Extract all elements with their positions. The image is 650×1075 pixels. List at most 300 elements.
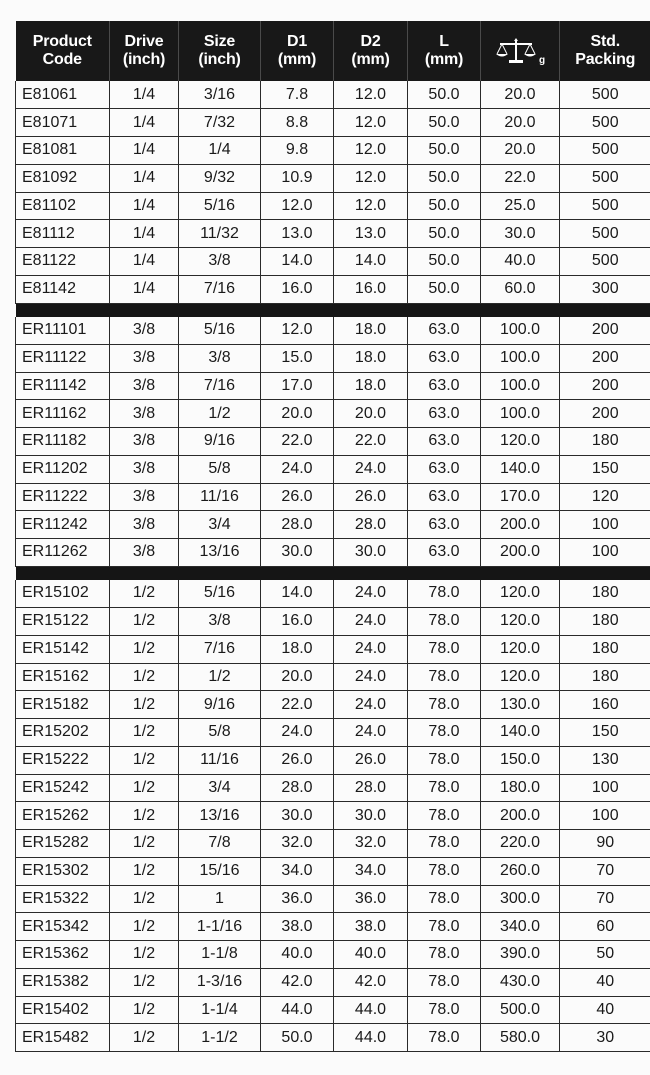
- cell-size: 1/2: [179, 663, 261, 691]
- cell-weight: 60.0: [481, 275, 560, 303]
- cell-length: 78.0: [408, 996, 481, 1024]
- table-row: [16, 746, 650, 774]
- table-row: [16, 802, 650, 830]
- table-row: [16, 455, 650, 483]
- cell-weight: 430.0: [481, 968, 560, 996]
- cell-product-code: ER11182: [16, 428, 110, 456]
- header-d1-line1: D1: [286, 33, 308, 50]
- cell-weight: 390.0: [481, 941, 560, 969]
- table-row: [16, 719, 650, 747]
- cell-product-code: ER15162: [16, 663, 110, 691]
- cell-d1: 22.0: [261, 691, 334, 719]
- cell-weight: 500.0: [481, 996, 560, 1024]
- cell-std-packing: 50: [560, 941, 650, 969]
- cell-drive: 1/2: [110, 968, 179, 996]
- cell-product-code: E81122: [16, 248, 110, 276]
- cell-weight: 300.0: [481, 885, 560, 913]
- cell-product-code: ER15402: [16, 996, 110, 1024]
- cell-product-code: ER15242: [16, 774, 110, 802]
- header-length-line2: (mm): [424, 51, 464, 68]
- cell-length: 63.0: [408, 483, 481, 511]
- cell-product-code: E81081: [16, 137, 110, 165]
- table-row: [16, 275, 650, 303]
- cell-d1: 7.8: [261, 81, 334, 109]
- table-row: [16, 857, 650, 885]
- table-row: [16, 608, 650, 636]
- cell-weight: 100.0: [481, 317, 560, 345]
- cell-d1: 30.0: [261, 802, 334, 830]
- cell-d2: 32.0: [334, 830, 408, 858]
- cell-product-code: E81142: [16, 275, 110, 303]
- cell-std-packing: 500: [560, 192, 650, 220]
- cell-weight: 40.0: [481, 248, 560, 276]
- table-row: [16, 317, 650, 345]
- cell-size: 7/32: [179, 109, 261, 137]
- cell-std-packing: 130: [560, 746, 650, 774]
- cell-size: 5/8: [179, 719, 261, 747]
- cell-d2: 40.0: [334, 941, 408, 969]
- cell-d2: 20.0: [334, 400, 408, 428]
- table-row: [16, 774, 650, 802]
- table-body: [16, 81, 650, 1052]
- header-drive-line1: Drive: [124, 33, 164, 50]
- cell-weight: 130.0: [481, 691, 560, 719]
- cell-d1: 42.0: [261, 968, 334, 996]
- cell-drive: 3/8: [110, 539, 179, 567]
- cell-product-code: ER11202: [16, 455, 110, 483]
- cell-size: 7/16: [179, 372, 261, 400]
- cell-std-packing: 500: [560, 137, 650, 165]
- table-row: [16, 81, 650, 109]
- cell-weight: 25.0: [481, 192, 560, 220]
- cell-d2: 16.0: [334, 275, 408, 303]
- cell-drive: 1/2: [110, 913, 179, 941]
- cell-product-code: ER11142: [16, 372, 110, 400]
- cell-std-packing: 180: [560, 663, 650, 691]
- cell-weight: 120.0: [481, 635, 560, 663]
- cell-d1: 10.9: [261, 164, 334, 192]
- cell-weight: 220.0: [481, 830, 560, 858]
- cell-length: 63.0: [408, 511, 481, 539]
- table-row: [16, 539, 650, 567]
- cell-std-packing: 500: [560, 81, 650, 109]
- cell-d2: 12.0: [334, 81, 408, 109]
- cell-d2: 24.0: [334, 455, 408, 483]
- cell-std-packing: 100: [560, 802, 650, 830]
- cell-drive: 1/2: [110, 802, 179, 830]
- cell-std-packing: 500: [560, 109, 650, 137]
- cell-length: 50.0: [408, 192, 481, 220]
- cell-size: 11/32: [179, 220, 261, 248]
- cell-weight: 22.0: [481, 164, 560, 192]
- scale-icon: [494, 36, 546, 66]
- cell-product-code: E81061: [16, 81, 110, 109]
- cell-size: 9/16: [179, 691, 261, 719]
- table-row: [16, 164, 650, 192]
- cell-d2: 26.0: [334, 746, 408, 774]
- table-row: [16, 663, 650, 691]
- cell-drive: 3/8: [110, 400, 179, 428]
- header-length-line1: L: [439, 33, 449, 50]
- cell-d1: 44.0: [261, 996, 334, 1024]
- cell-product-code: ER15102: [16, 580, 110, 608]
- cell-product-code: ER11162: [16, 400, 110, 428]
- cell-weight: 140.0: [481, 719, 560, 747]
- cell-d2: 12.0: [334, 109, 408, 137]
- cell-length: 50.0: [408, 275, 481, 303]
- cell-product-code: ER15302: [16, 857, 110, 885]
- cell-drive: 1/4: [110, 275, 179, 303]
- cell-drive: 1/2: [110, 1024, 179, 1052]
- header-size: [179, 21, 261, 81]
- cell-d2: 42.0: [334, 968, 408, 996]
- cell-d1: 30.0: [261, 539, 334, 567]
- cell-length: 78.0: [408, 580, 481, 608]
- cell-d2: 30.0: [334, 802, 408, 830]
- cell-weight: 100.0: [481, 344, 560, 372]
- cell-d1: 8.8: [261, 109, 334, 137]
- cell-d1: 32.0: [261, 830, 334, 858]
- cell-d2: 34.0: [334, 857, 408, 885]
- cell-weight: 20.0: [481, 109, 560, 137]
- cell-size: 3/16: [179, 81, 261, 109]
- cell-size: 7/16: [179, 635, 261, 663]
- cell-size: 5/8: [179, 455, 261, 483]
- cell-product-code: ER15142: [16, 635, 110, 663]
- product-spec-table: [15, 21, 650, 1052]
- cell-length: 63.0: [408, 455, 481, 483]
- cell-std-packing: 200: [560, 372, 650, 400]
- cell-drive: 1/4: [110, 81, 179, 109]
- cell-product-code: E81102: [16, 192, 110, 220]
- cell-drive: 1/2: [110, 941, 179, 969]
- cell-length: 78.0: [408, 663, 481, 691]
- cell-d1: 26.0: [261, 483, 334, 511]
- cell-length: 78.0: [408, 941, 481, 969]
- cell-d2: 24.0: [334, 580, 408, 608]
- table-row: [16, 968, 650, 996]
- cell-d2: 18.0: [334, 317, 408, 345]
- cell-std-packing: 300: [560, 275, 650, 303]
- cell-length: 63.0: [408, 317, 481, 345]
- cell-drive: 1/2: [110, 719, 179, 747]
- cell-product-code: ER15202: [16, 719, 110, 747]
- cell-length: 78.0: [408, 691, 481, 719]
- header-size-line1: Size: [203, 33, 236, 50]
- header-product-code-line1: Product: [32, 33, 92, 50]
- cell-drive: 1/2: [110, 608, 179, 636]
- group-separator-bar: [16, 303, 650, 317]
- cell-std-packing: 500: [560, 164, 650, 192]
- cell-product-code: ER11262: [16, 539, 110, 567]
- header-d2: [334, 21, 408, 81]
- cell-weight: 340.0: [481, 913, 560, 941]
- cell-size: 1-3/16: [179, 968, 261, 996]
- cell-size: 1/4: [179, 137, 261, 165]
- table-row: [16, 941, 650, 969]
- cell-product-code: ER11222: [16, 483, 110, 511]
- table-row: [16, 830, 650, 858]
- cell-product-code: ER11122: [16, 344, 110, 372]
- cell-length: 50.0: [408, 164, 481, 192]
- cell-product-code: ER15362: [16, 941, 110, 969]
- cell-drive: 3/8: [110, 483, 179, 511]
- cell-std-packing: 120: [560, 483, 650, 511]
- cell-weight: 30.0: [481, 220, 560, 248]
- cell-d2: 24.0: [334, 691, 408, 719]
- cell-weight: 140.0: [481, 455, 560, 483]
- cell-d1: 26.0: [261, 746, 334, 774]
- cell-d1: 20.0: [261, 663, 334, 691]
- cell-d1: 28.0: [261, 511, 334, 539]
- cell-size: 1-1/4: [179, 996, 261, 1024]
- cell-size: 9/16: [179, 428, 261, 456]
- cell-length: 63.0: [408, 400, 481, 428]
- cell-weight: 120.0: [481, 428, 560, 456]
- cell-size: 1/2: [179, 400, 261, 428]
- header-size-line2: (inch): [198, 51, 241, 68]
- cell-size: 13/16: [179, 802, 261, 830]
- header-weight: [481, 21, 560, 81]
- cell-size: 3/4: [179, 511, 261, 539]
- table-row: [16, 483, 650, 511]
- cell-d2: 13.0: [334, 220, 408, 248]
- cell-length: 63.0: [408, 344, 481, 372]
- cell-d1: 14.0: [261, 580, 334, 608]
- cell-size: 15/16: [179, 857, 261, 885]
- cell-std-packing: 180: [560, 635, 650, 663]
- cell-d2: 38.0: [334, 913, 408, 941]
- header-std-packing-line2: Packing: [575, 51, 636, 68]
- cell-size: 13/16: [179, 539, 261, 567]
- cell-length: 50.0: [408, 220, 481, 248]
- table-row: [16, 192, 650, 220]
- cell-size: 3/4: [179, 774, 261, 802]
- cell-size: 11/16: [179, 483, 261, 511]
- cell-length: 50.0: [408, 137, 481, 165]
- cell-d1: 20.0: [261, 400, 334, 428]
- cell-d1: 17.0: [261, 372, 334, 400]
- cell-std-packing: 70: [560, 885, 650, 913]
- cell-weight: 200.0: [481, 539, 560, 567]
- table-row: [16, 400, 650, 428]
- cell-std-packing: 200: [560, 344, 650, 372]
- cell-size: 1-1/2: [179, 1024, 261, 1052]
- cell-weight: 20.0: [481, 81, 560, 109]
- cell-length: 50.0: [408, 81, 481, 109]
- cell-length: 78.0: [408, 913, 481, 941]
- header-d1: [261, 21, 334, 81]
- cell-drive: 1/4: [110, 164, 179, 192]
- cell-std-packing: 40: [560, 996, 650, 1024]
- cell-length: 78.0: [408, 1024, 481, 1052]
- table-row: [16, 344, 650, 372]
- cell-drive: 1/4: [110, 192, 179, 220]
- table-row: [16, 580, 650, 608]
- cell-product-code: ER15122: [16, 608, 110, 636]
- header-drive: [110, 21, 179, 81]
- cell-d2: 26.0: [334, 483, 408, 511]
- cell-drive: 1/4: [110, 137, 179, 165]
- cell-size: 3/8: [179, 344, 261, 372]
- cell-std-packing: 100: [560, 539, 650, 567]
- cell-d2: 18.0: [334, 372, 408, 400]
- cell-size: 5/16: [179, 317, 261, 345]
- cell-d2: 28.0: [334, 511, 408, 539]
- cell-length: 78.0: [408, 719, 481, 747]
- cell-std-packing: 180: [560, 428, 650, 456]
- cell-size: 9/32: [179, 164, 261, 192]
- cell-d2: 24.0: [334, 663, 408, 691]
- cell-d1: 12.0: [261, 192, 334, 220]
- cell-weight: 200.0: [481, 802, 560, 830]
- header-row: [16, 21, 650, 81]
- cell-weight: 170.0: [481, 483, 560, 511]
- cell-d1: 24.0: [261, 455, 334, 483]
- cell-length: 78.0: [408, 746, 481, 774]
- cell-drive: 1/2: [110, 774, 179, 802]
- cell-product-code: ER15262: [16, 802, 110, 830]
- cell-d2: 44.0: [334, 996, 408, 1024]
- cell-length: 78.0: [408, 802, 481, 830]
- group-separator-bar: [16, 566, 650, 580]
- group-separator: [16, 566, 650, 580]
- cell-weight: 100.0: [481, 372, 560, 400]
- cell-drive: 1/2: [110, 857, 179, 885]
- cell-std-packing: 180: [560, 608, 650, 636]
- cell-d1: 14.0: [261, 248, 334, 276]
- cell-std-packing: 200: [560, 400, 650, 428]
- cell-d1: 16.0: [261, 275, 334, 303]
- cell-length: 78.0: [408, 857, 481, 885]
- cell-weight: 100.0: [481, 400, 560, 428]
- cell-size: 7/16: [179, 275, 261, 303]
- header-d2-line1: D2: [360, 33, 381, 50]
- cell-std-packing: 500: [560, 220, 650, 248]
- cell-d2: 18.0: [334, 344, 408, 372]
- cell-weight: 120.0: [481, 580, 560, 608]
- cell-length: 78.0: [408, 608, 481, 636]
- group-separator: [16, 303, 650, 317]
- header-product-code: [16, 21, 110, 81]
- cell-length: 63.0: [408, 428, 481, 456]
- cell-d2: 12.0: [334, 164, 408, 192]
- cell-drive: 1/2: [110, 746, 179, 774]
- cell-std-packing: 150: [560, 719, 650, 747]
- cell-weight: 180.0: [481, 774, 560, 802]
- cell-d2: 22.0: [334, 428, 408, 456]
- cell-drive: 1/2: [110, 691, 179, 719]
- cell-weight: 120.0: [481, 663, 560, 691]
- cell-drive: 1/4: [110, 248, 179, 276]
- cell-d2: 44.0: [334, 1024, 408, 1052]
- cell-product-code: ER15322: [16, 885, 110, 913]
- table-row: [16, 691, 650, 719]
- cell-std-packing: 60: [560, 913, 650, 941]
- cell-std-packing: 100: [560, 774, 650, 802]
- cell-size: 7/8: [179, 830, 261, 858]
- cell-length: 78.0: [408, 968, 481, 996]
- cell-d1: 24.0: [261, 719, 334, 747]
- weight-unit-label: g: [539, 55, 545, 66]
- cell-length: 78.0: [408, 885, 481, 913]
- cell-d2: 36.0: [334, 885, 408, 913]
- header-product-code-line2: Code: [42, 51, 82, 68]
- cell-drive: 3/8: [110, 317, 179, 345]
- header-length: [408, 21, 481, 81]
- cell-drive: 1/2: [110, 830, 179, 858]
- cell-d1: 22.0: [261, 428, 334, 456]
- table-row: [16, 913, 650, 941]
- cell-weight: 580.0: [481, 1024, 560, 1052]
- cell-size: 3/8: [179, 608, 261, 636]
- cell-d1: 28.0: [261, 774, 334, 802]
- table-row: [16, 885, 650, 913]
- cell-drive: 1/2: [110, 663, 179, 691]
- cell-d2: 24.0: [334, 635, 408, 663]
- cell-weight: 150.0: [481, 746, 560, 774]
- table-row: [16, 372, 650, 400]
- cell-d1: 9.8: [261, 137, 334, 165]
- cell-product-code: ER15282: [16, 830, 110, 858]
- header-drive-line2: (inch): [122, 51, 166, 68]
- cell-std-packing: 90: [560, 830, 650, 858]
- cell-product-code: ER15482: [16, 1024, 110, 1052]
- cell-product-code: E81092: [16, 164, 110, 192]
- table-row: [16, 109, 650, 137]
- cell-std-packing: 100: [560, 511, 650, 539]
- cell-size: 3/8: [179, 248, 261, 276]
- cell-d1: 38.0: [261, 913, 334, 941]
- cell-std-packing: 160: [560, 691, 650, 719]
- cell-drive: 3/8: [110, 372, 179, 400]
- cell-size: 5/16: [179, 580, 261, 608]
- cell-d1: 40.0: [261, 941, 334, 969]
- cell-drive: 3/8: [110, 344, 179, 372]
- cell-size: 1-1/16: [179, 913, 261, 941]
- cell-std-packing: 40: [560, 968, 650, 996]
- cell-d1: 18.0: [261, 635, 334, 663]
- cell-d1: 16.0: [261, 608, 334, 636]
- cell-std-packing: 70: [560, 857, 650, 885]
- cell-product-code: E81112: [16, 220, 110, 248]
- cell-d2: 12.0: [334, 192, 408, 220]
- cell-weight: 200.0: [481, 511, 560, 539]
- cell-d2: 24.0: [334, 719, 408, 747]
- cell-product-code: ER15342: [16, 913, 110, 941]
- table-row: [16, 511, 650, 539]
- cell-drive: 1/2: [110, 580, 179, 608]
- cell-weight: 20.0: [481, 137, 560, 165]
- cell-drive: 1/4: [110, 109, 179, 137]
- cell-weight: 260.0: [481, 857, 560, 885]
- cell-length: 63.0: [408, 539, 481, 567]
- header-std-packing-line1: Std.: [590, 33, 620, 50]
- cell-product-code: ER15382: [16, 968, 110, 996]
- cell-product-code: ER15182: [16, 691, 110, 719]
- table-row: [16, 137, 650, 165]
- cell-size: 1: [179, 885, 261, 913]
- cell-d2: 30.0: [334, 539, 408, 567]
- cell-drive: 3/8: [110, 455, 179, 483]
- header-d1-line2: (mm): [277, 51, 317, 68]
- cell-std-packing: 30: [560, 1024, 650, 1052]
- cell-drive: 3/8: [110, 511, 179, 539]
- cell-d2: 28.0: [334, 774, 408, 802]
- header-std-packing: [560, 21, 650, 81]
- cell-d2: 14.0: [334, 248, 408, 276]
- cell-std-packing: 150: [560, 455, 650, 483]
